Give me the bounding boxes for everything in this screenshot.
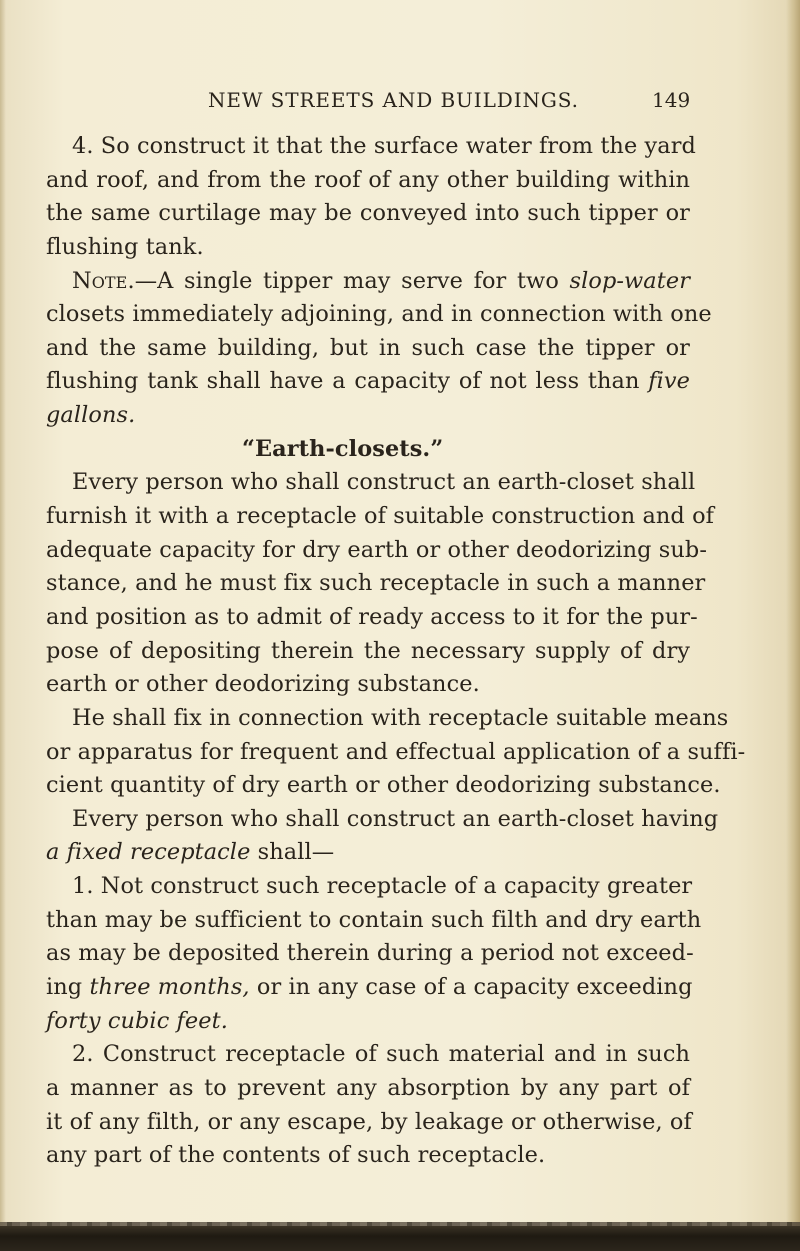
paragraph-fixed-receptacle-text: shall—	[257, 839, 335, 866]
page-edge-shadow	[786, 0, 800, 1251]
note-line	[46, 399, 690, 433]
item-2-line: 2. Construct receptacle of such material and in such	[72, 1041, 690, 1068]
paragraph-every-person-line: stance, and he must fix such receptacle in such a manner	[46, 570, 706, 597]
paragraph-4-line: 4. So construct it that the surface water from the yard	[72, 133, 696, 159]
note-italic-five: five	[648, 368, 690, 395]
running-head: NEW STREETS AND BUILDINGS.	[208, 88, 579, 112]
item-1-line: than may be sufficient to contain such filth and dry earth	[46, 906, 702, 933]
page-gutter-shadow	[0, 0, 6, 1251]
italic-forty-cubic-feet: forty cubic feet.	[46, 1007, 228, 1034]
page-header	[0, 88, 800, 128]
italic-three-months: three months,	[89, 974, 250, 1001]
paragraph-he-shall-line: cient quantity of dry earth or other deodorizing substance.	[46, 772, 721, 799]
paragraph-4-line: and roof, and from the roof of any other building within	[46, 166, 690, 193]
item-1-line	[46, 1005, 690, 1039]
paragraph-fixed-receptacle-line: Every person who shall construct an earth-closet having	[72, 805, 719, 832]
note-label: Note.	[72, 267, 135, 294]
body-text	[46, 130, 746, 1173]
item-2-line: a manner as to prevent any absorption by any part of	[46, 1074, 690, 1101]
note-line: closets immediately adjoining, and in connection with one	[46, 301, 712, 328]
note-line: and the same building, but in such case the tipper or	[46, 334, 690, 361]
paragraph-4-line: the same curtilage may be conveyed into such tipper or	[46, 200, 690, 227]
italic-fixed-receptacle: a fixed receptacle	[46, 839, 251, 866]
paragraph-he-shall-line: or apparatus for frequent and effectual application of a suffi-	[46, 738, 746, 765]
paragraph-every-person-line: and position as to admit of ready access to it for the pur-	[46, 603, 698, 630]
paragraph-fixed-receptacle-line	[46, 836, 690, 870]
paragraph-he-shall-line: He shall fix in connection with receptacle suitable means	[72, 704, 729, 731]
item-2-line: any part of the contents of such receptacle.	[46, 1142, 546, 1169]
paragraph-every-person-line: Every person who shall construct an earth-closet shall	[72, 469, 696, 496]
note-italic-slop-water: slop-water	[569, 267, 691, 294]
note-text: flushing tank shall have a capacity of not less than	[46, 368, 640, 395]
page-number: 149	[652, 88, 691, 112]
item-1-line: as may be deposited therein during a period not exceed-	[46, 940, 694, 967]
item-1-text: or in any case of a capacity exceeding	[256, 974, 693, 1001]
paragraph-4-line: flushing tank.	[46, 233, 204, 260]
note-text: —A single tipper may serve for two	[134, 267, 559, 294]
section-heading: “Earth-closets.”	[242, 435, 444, 462]
paragraph-every-person-line: adequate capacity for dry earth or other deodorizing sub-	[46, 536, 708, 563]
item-1-line: 1. Not construct such receptacle of a capacity greater	[72, 873, 693, 900]
paragraph-every-person-line: furnish it with a receptacle of suitable construction and of	[46, 503, 715, 530]
paragraph-every-person-line: earth or other deodorizing substance.	[46, 671, 480, 698]
page-bottom-edge	[0, 1226, 800, 1251]
note-italic-gallons: gallons.	[46, 402, 136, 429]
paragraph-every-person-line: pose of depositing therein the necessary supply of dry	[46, 637, 690, 664]
item-1-line	[46, 971, 693, 1005]
note-line	[46, 365, 690, 399]
item-2-line: it of any filth, or any escape, by leakage or otherwise, of	[46, 1108, 692, 1135]
item-1-text: ing	[46, 974, 83, 1001]
note-line	[46, 265, 690, 299]
